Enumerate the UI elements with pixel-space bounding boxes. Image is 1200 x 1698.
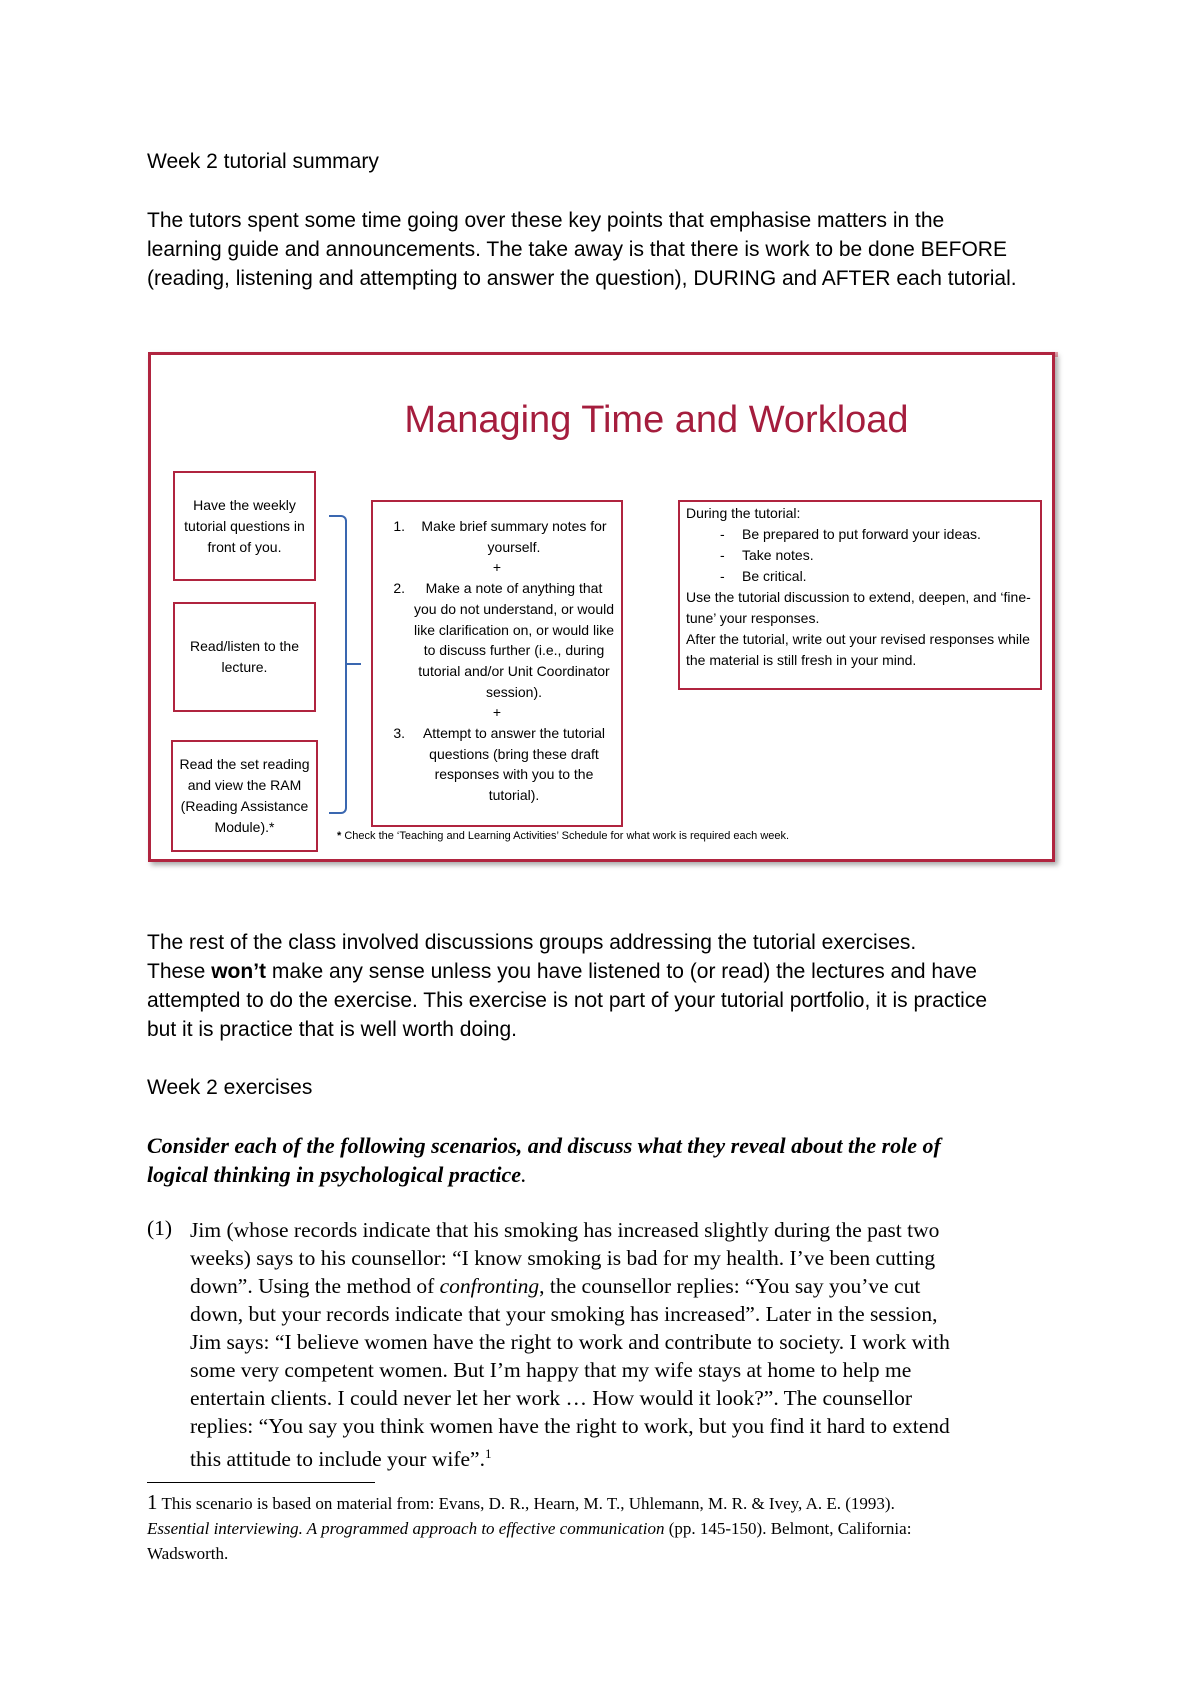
right-tutorial-box (678, 500, 1042, 690)
rest-line: but it is practice that is well worth doing. (147, 1018, 518, 1041)
rest-line: attempted to do the exercise. This exercise is not part of your tutorial portfolio, it is practice (147, 989, 988, 1012)
right-box-para: Use the tutorial discussion to extend, deepen, and ‘fine-tune’ your responses. (686, 589, 1031, 626)
footnote-mark: 1 (147, 1490, 158, 1514)
footnote-text: (pp. 145-150). Belmont, California: (664, 1519, 912, 1538)
step-text: Make brief summary notes for yourself. (421, 518, 607, 555)
footnote-line (147, 1490, 911, 1516)
step-number: 1. (393, 518, 405, 534)
footnote-line: Wadsworth. (147, 1544, 229, 1563)
footnote-line (147, 1516, 911, 1541)
prompt-line (147, 1160, 941, 1189)
scenario-line: Jim says: “I believe women have the right to work and contribute to society. I work with (190, 1330, 950, 1354)
scenario-text-part: this attitude to include your wife”. (190, 1447, 485, 1472)
left-box-questions (173, 471, 316, 581)
scenario-number: (1) (147, 1216, 173, 1240)
slide-footnote-text: Check the ‘Teaching and Learning Activities’ Schedule for what work is required each week. (344, 830, 790, 842)
scenario-line: entertain clients. I could never let her work … How would it look?”. The counsellor (190, 1386, 913, 1410)
right-box-para: After the tutorial, write out your revised responses while the material is still fresh in your mind. (686, 631, 1030, 668)
scenario-italic: confronting (439, 1274, 540, 1298)
rest-line: The rest of the class involved discussions groups addressing the tutorial exercises. (147, 931, 917, 954)
scenario-line: replies: “You say you think women have the right to work, but you find it hard to extend (190, 1414, 950, 1438)
plus-sign: + (492, 704, 502, 721)
prompt-line: Consider each of the following scenarios, and discuss what they reveal about the role of (147, 1133, 941, 1158)
scenario-text (190, 1216, 950, 1473)
scenario-line: some very competent women. But I’m happy that my wife stays at home to help me (190, 1358, 912, 1382)
exercise-prompt (147, 1131, 941, 1189)
scenario-line: Jim (whose records indicate that his smoking has increased slightly during the past two (190, 1218, 940, 1242)
intro-line: learning guide and announcements. The take away is that there is work to be done BEFORE (147, 238, 1007, 261)
scenario-text-part: down”. Using the method of (190, 1274, 440, 1298)
footnote-text: This scenario is based on material from: Evans, D. R., Hearn, M. T., Uhlemann, M. R. & Ivey, A. E. (1993). (161, 1494, 895, 1513)
rest-text: These (147, 960, 212, 983)
scenario-line (190, 1272, 950, 1300)
step-number: 3. (393, 725, 405, 742)
right-box-heading: During the tutorial: (686, 505, 801, 521)
scenario-line (190, 1440, 950, 1473)
prompt-period: . (521, 1162, 527, 1187)
intro-paragraph (147, 206, 1017, 293)
footnote-italic: Essential interviewing. A programmed approach to effective communication (147, 1519, 665, 1538)
intro-line: The tutors spent some time going over these key points that emphasise matters in the (147, 209, 945, 232)
rest-line (147, 957, 987, 986)
footnote-rule (147, 1482, 375, 1483)
step-text: Make a note of anything that you do not understand, or would like clarification on, or would like to discuss further (i.e., during tutorial and/or Unit Coordinator session). (413, 580, 615, 700)
left-box-text: Read the set reading and view the RAM (Reading Assistance Module).* (179, 756, 310, 835)
step-3 (379, 723, 615, 806)
bracket-tick (347, 663, 361, 665)
bullet-text: Be prepared to put forward your ideas. (742, 526, 981, 542)
slide-footnote (337, 830, 789, 842)
step-text: Attempt to answer the tutorial questions (bring these draft responses with you to the tutorial). (422, 725, 606, 804)
bracket-brace (329, 515, 347, 814)
step-1 (379, 516, 615, 557)
page-heading-summary: Week 2 tutorial summary (147, 150, 379, 173)
scenario-line: down, but your records indicate that your smoking has increased”. Later in the session, (190, 1302, 938, 1326)
step-number: 2. (393, 580, 405, 597)
rest-paragraph (147, 928, 987, 1044)
bullet-text: Take notes. (742, 547, 814, 563)
page-heading-exercises: Week 2 exercises (147, 1076, 313, 1099)
left-box-text: Read/listen to the lecture. (190, 638, 299, 675)
right-bullet: - Take notes. (686, 545, 1034, 566)
step-2 (379, 578, 615, 702)
prompt-text: logical thinking in psychological practice (147, 1162, 521, 1187)
plus-sign: + (492, 559, 502, 576)
middle-steps-box (371, 500, 623, 827)
rest-text: make any sense unless you have listened to (or read) the lectures and have (266, 960, 977, 983)
footnote (147, 1490, 911, 1566)
right-bullet: - Be prepared to put forward your ideas. (686, 524, 1034, 545)
left-box-reading (171, 740, 318, 852)
right-bullet: - Be critical. (686, 566, 1034, 587)
slide-figure (148, 352, 1055, 862)
intro-line: (reading, listening and attempting to answer the question), DURING and AFTER each tutorial. (147, 267, 1017, 290)
left-box-text: Have the weekly tutorial questions in front of you. (184, 496, 305, 555)
slide-title: Managing Time and Workload (404, 399, 909, 441)
bullet-text: Be critical. (742, 568, 807, 584)
footnote-star: * (337, 830, 342, 842)
footnote-ref: 1 (484, 1446, 492, 1461)
scenario-text-part: , the counsellor replies: “You say you’ve cut (539, 1274, 921, 1298)
left-box-lecture (173, 602, 316, 712)
rest-bold: won’t (211, 960, 267, 983)
scenario-line: weeks) says to his counsellor: “I know smoking is bad for my health. I’ve been cutting (190, 1246, 936, 1270)
